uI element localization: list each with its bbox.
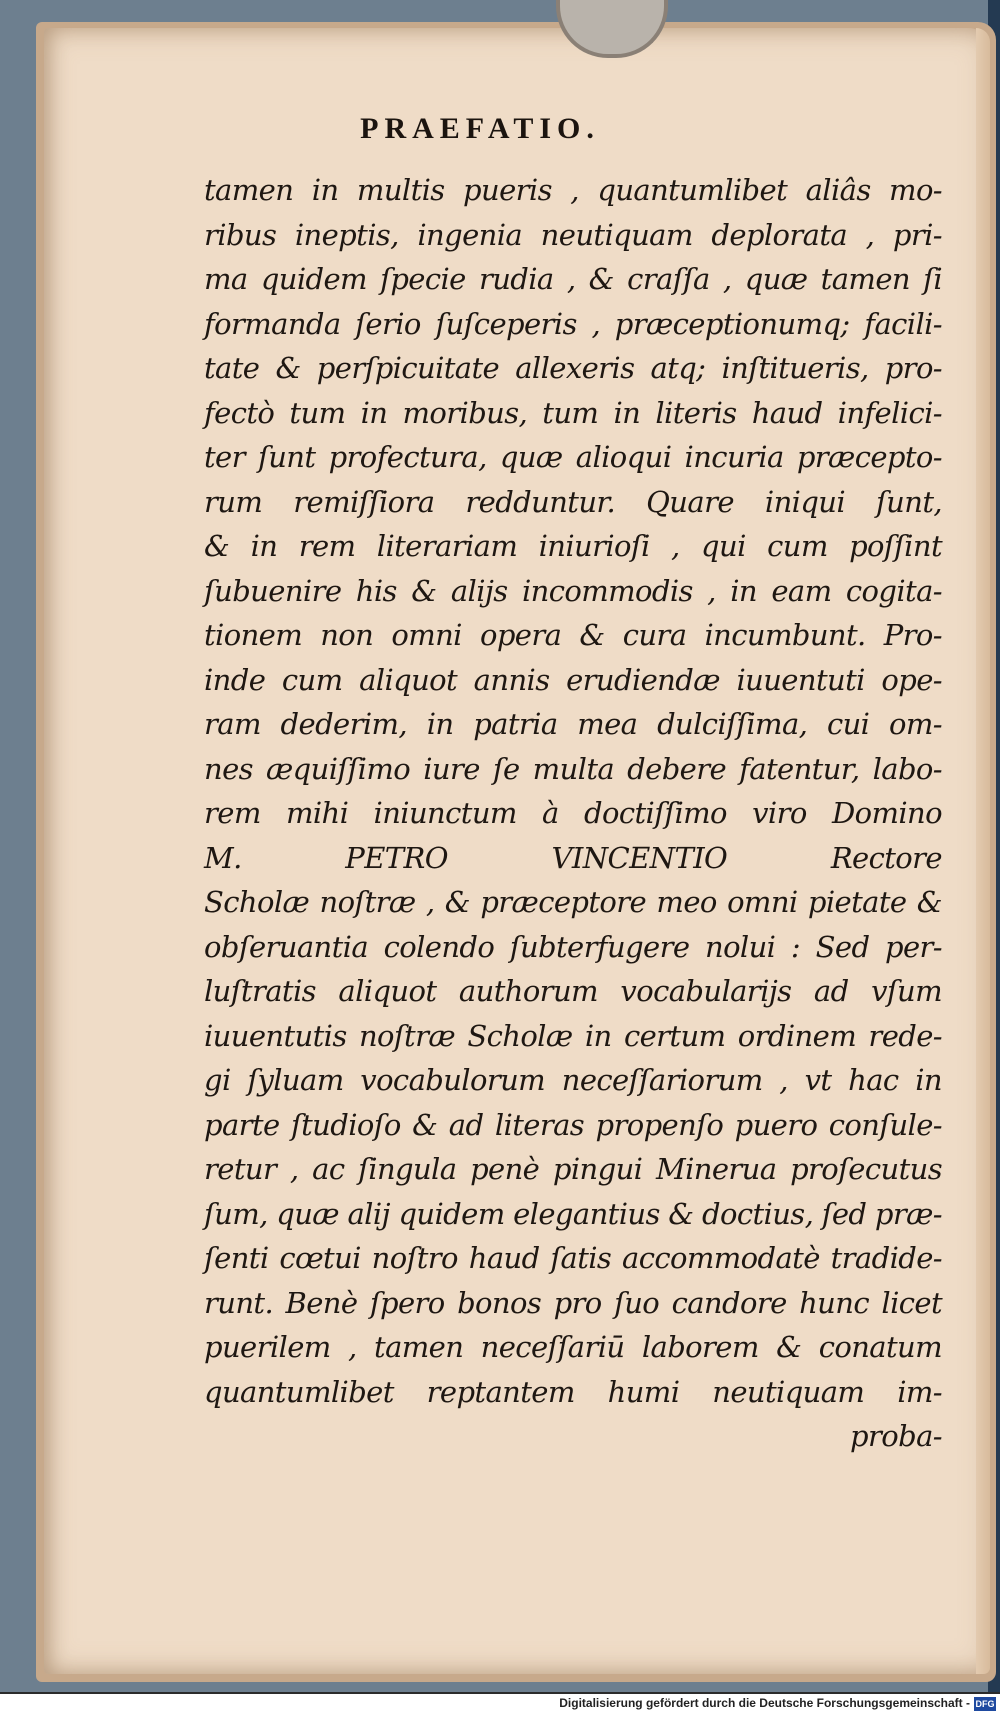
page-edge bbox=[976, 28, 990, 1674]
footer-bar bbox=[0, 1694, 1000, 1715]
text-line: runt. Benè ſpero bonos pro ſuo candore hunc licet bbox=[204, 1285, 942, 1320]
text-line: ter ſunt profectura, quæ alioqui incuria præcepto- bbox=[204, 440, 942, 474]
text-line: ſubuenire his & alijs incommodis , in eam cogita- bbox=[204, 573, 942, 608]
text-line: tamen in multis pueris , quantumlibet aliâs mo- bbox=[204, 173, 942, 207]
text-line: M. PETRO VINCENTIO Rectore bbox=[204, 840, 942, 875]
body-text bbox=[204, 168, 942, 1459]
text-line: quantumlibet reptantem humi neutiquam im- bbox=[204, 1374, 942, 1409]
text-line: ſenti cœtui noſtro haud ſatis accommodatè tradide- bbox=[204, 1241, 942, 1275]
text-line: Scholæ noſtræ , & præceptore meo omni pietate & bbox=[204, 885, 942, 919]
text-line: retur , ac ſingula penè pingui Minerua proſecutus bbox=[204, 1152, 942, 1186]
text-line: parte ſtudioſo & ad literas propenſo puero conſule- bbox=[204, 1107, 942, 1142]
catchword: proba- bbox=[850, 1419, 942, 1453]
text-line: tate & perſpicuitate allexeris atq; inſtitueris, pro- bbox=[204, 351, 942, 385]
text-line: rum remiſſiora redduntur. Quare iniqui ſunt, bbox=[204, 484, 942, 519]
text-line: luſtratis aliquot authorum vocabularijs ad vſum bbox=[204, 974, 942, 1008]
text-line: puerilem , tamen neceſſariū laborem & conatum bbox=[204, 1330, 942, 1364]
text-line: formanda ſerio ſuſceperis , præceptionumq; facili- bbox=[204, 306, 942, 341]
text-line: & in rem literariam iniurioſi , qui cum poſſint bbox=[204, 529, 942, 563]
text-line: ribus ineptis, ingenia neutiquam deplorata , pri- bbox=[204, 217, 942, 252]
page-header: PRAEFATIO. bbox=[360, 112, 600, 145]
text-line: gi ſyluam vocabulorum neceſſariorum , vt hac in bbox=[204, 1063, 942, 1097]
text-line: ma quidem ſpecie rudia , & craſſa , quæ tamen ſi bbox=[204, 262, 942, 296]
text-line: nes æquiſſimo iure ſe multa debere fatentur, labo- bbox=[204, 751, 942, 786]
text-line: inde cum aliquot annis erudiendæ iuuentuti ope- bbox=[204, 662, 942, 697]
funding-credit: Digitalisierung gefördert durch die Deutsche Forschungsgemeinschaft - bbox=[559, 1696, 970, 1710]
dfg-logo-icon: DFG bbox=[975, 1699, 995, 1709]
text-line: tionem non omni opera & cura incumbunt. Pro- bbox=[204, 618, 942, 652]
text-line: ſum, quæ alij quidem elegantius & doctius, ſed præ- bbox=[204, 1196, 942, 1231]
text-line: fectò tum in moribus, tum in literis haud infelici- bbox=[204, 395, 942, 430]
text-line: iuuentutis noſtræ Scholæ in certum ordinem rede- bbox=[204, 1018, 942, 1053]
text-line: rem mihi iniunctum à doctiſſimo viro Domino bbox=[204, 796, 942, 830]
text-line: ram dederim, in patria mea dulciſſima, cui om- bbox=[204, 707, 942, 741]
text-line: obſeruantia colendo ſubterfugere nolui : Sed per- bbox=[204, 929, 942, 964]
